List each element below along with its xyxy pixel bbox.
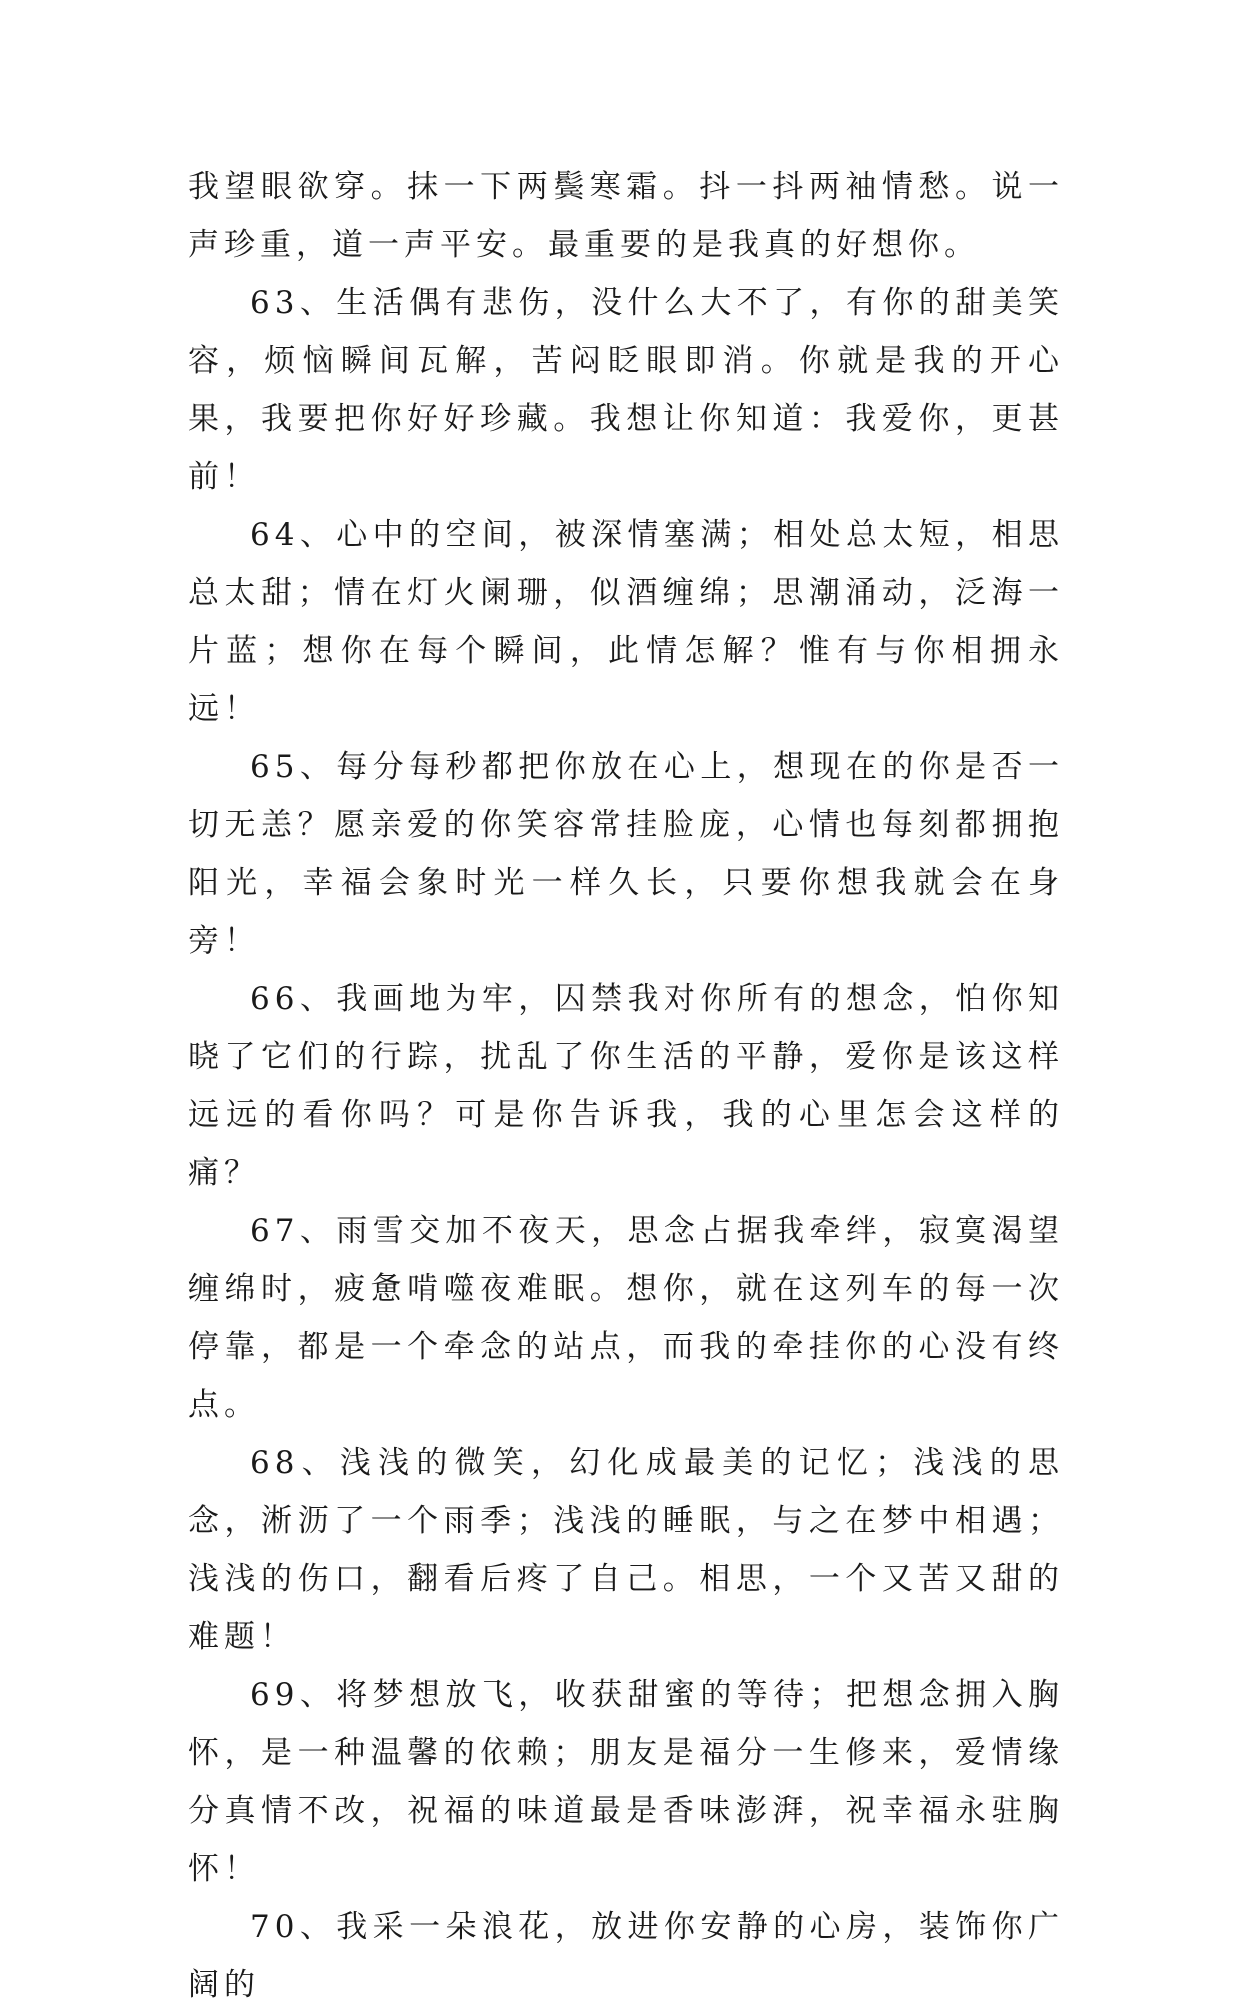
paragraph-67: 67、雨雪交加不夜天，思念占据我牵绊，寂寞渴望缠绵时，疲惫啃噬夜难眠。想你，就在这列车的每一次停靠，都是一个牵念的站点，而我的牵挂你的心没有终点。 bbox=[188, 1213, 1064, 1423]
paragraph-69: 69、将梦想放飞，收获甜蜜的等待；把想念拥入胸怀，是一种温馨的依赖；朋友是福分一生修来，爱情缘分真情不改，祝福的味道最是香味澎湃，祝幸福永驻胸怀！ bbox=[188, 1677, 1064, 1887]
paragraph-68: 68、浅浅的微笑，幻化成最美的记忆；浅浅的思念，淅沥了一个雨季；浅浅的睡眠，与之在梦中相遇；浅浅的伤口，翻看后疼了自己。相思，一个又苦又甜的难题！ bbox=[188, 1445, 1064, 1655]
paragraph-70: 70、我采一朵浪花，放进你安静的心房，装饰你广阔的 bbox=[188, 1909, 1064, 2003]
paragraph-64: 64、心中的空间，被深情塞满；相处总太短，相思总太甜；情在灯火阑珊，似酒缠绵；思潮涌动，泛海一片蓝；想你在每个瞬间，此情怎解？惟有与你相拥永远！ bbox=[188, 517, 1064, 727]
paragraph-66: 66、我画地为牢，囚禁我对你所有的想念，怕你知晓了它们的行踪，扰乱了你生活的平静，爱你是该这样远远的看你吗？可是你告诉我，我的心里怎会这样的痛？ bbox=[188, 981, 1064, 1191]
paragraph-continuation: 我望眼欲穿。抹一下两鬓寒霜。抖一抖两袖情愁。说一声珍重，道一声平安。最重要的是我真的好想你。 bbox=[188, 169, 1064, 263]
paragraph-65: 65、每分每秒都把你放在心上，想现在的你是否一切无恙？愿亲爱的你笑容常挂脸庞，心情也每刻都拥抱阳光，幸福会象时光一样久长，只要你想我就会在身旁！ bbox=[188, 749, 1064, 959]
document-body bbox=[188, 158, 1064, 2014]
paragraph-63: 63、生活偶有悲伤，没什么大不了，有你的甜美笑容，烦恼瞬间瓦解，苦闷眨眼即消。你就是我的开心果，我要把你好好珍藏。我想让你知道：我爱你，更甚前！ bbox=[188, 285, 1064, 495]
